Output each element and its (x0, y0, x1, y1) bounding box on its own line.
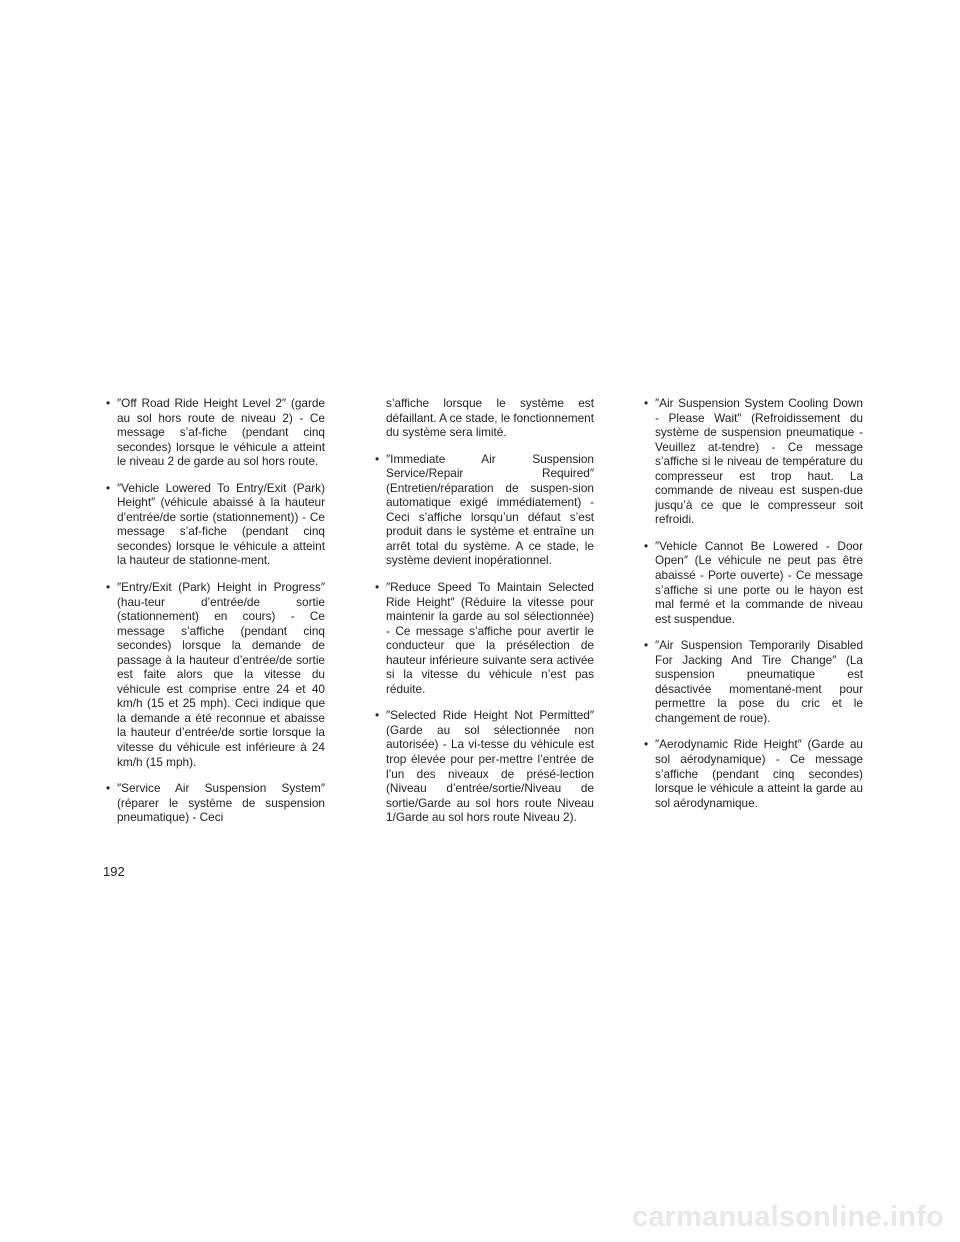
bullet-mark: • (375, 580, 380, 595)
list-item-text: ″Vehicle Lowered To Entry/Exit (Park) Height″ (véhicule abaissé à la hauteur d’entrée/de sortie (stationnement)) - Ce message s’af-fiche (pendant cinq secondes) lorsque le véhicule a atteint la hauteur de stationne-ment. (117, 480, 325, 568)
list-item-text: ″Air Suspension System Cooling Down - Please Wait″ (Refroidissement du système de suspension pneumatique - Veuillez at-tendre) - Ce message s’affiche si le niveau de température du compresseur est trop haut. La commande de niveau est suspen-due jusqu’à ce que le compresseur soit refroidi. (655, 396, 863, 527)
bullet-mark: • (375, 708, 380, 723)
list-item-text: ″Vehicle Cannot Be Lowered - Door Open″ (Le véhicule ne peut pas être abaissé - Porte ouverte) - Ce message s’affiche si une porte ou le hayon est mal fermé et la commande de niveau est suspendue. (655, 538, 863, 626)
list-item (641, 539, 863, 626)
watermark: carmanualsonline.info (632, 1201, 944, 1233)
list-item (641, 638, 863, 725)
list-item (641, 396, 863, 527)
bullet-mark: • (106, 781, 111, 796)
bullet-mark: • (644, 396, 649, 410)
bullet-mark: • (375, 451, 380, 466)
list-item-text: ″Service Air Suspension System″ (réparer le système de suspension pneumatique) - Ceci (117, 781, 325, 825)
list-item (103, 781, 325, 825)
list-item (103, 481, 325, 568)
bullet-mark: • (106, 480, 111, 495)
list-item-text: ″Selected Ride Height Not Permitted″ (Garde au sol sélectionnée non autorisée) - La vi-tesse du véhicule est trop élevée pour per-mettre l’entrée de l’un des niveaux de présé-lection (Niveau d’entrée/sortie/Niveau de sortie/Garde au sol hors route Niveau 1/Garde au sol hors route Niveau 2). (386, 708, 594, 825)
list-item (372, 452, 594, 568)
list-item (372, 708, 594, 824)
list-item-text: ″Entry/Exit (Park) Height in Progress″ (hau-teur d’entrée/de sortie (stationnement) en cours) - Ce message s’affiche (pendant cinq secondes) lorsque la demande de passage à la hauteur d’entrée/de sortie est faite alors que la vitesse du véhicule est comprise entre 24 et 40 km/h (15 et 25 mph). Ceci indique que la demande a été reconnue et abaisse la hauteur d’entrée/de sortie lorsque la vitesse du véhicule est inférieure à 24 km/h (15 mph). (117, 580, 325, 769)
text-column-left (103, 396, 325, 837)
list-item-text: ″Reduce Speed To Maintain Selected Ride Height″ (Réduire la vitesse pour maintenir la garde au sol sélectionnée) - Ce message s’affiche pour avertir le conducteur que la présélection de hauteur inférieure suivante sera activée si la vitesse du véhicule n’est pas réduite. (386, 580, 594, 696)
bullet-mark: • (106, 580, 111, 595)
text-column-middle (372, 396, 594, 837)
list-item-text: ″Off Road Ride Height Level 2″ (garde au sol hors route de niveau 2) - Ce message s’af-fiche (pendant cinq secondes) lorsque le véhicule a atteint le niveau 2 de garde au sol hors route. (117, 396, 325, 469)
list-item (103, 396, 325, 469)
text-column-right (641, 396, 863, 822)
list-item-text: ″Aerodynamic Ride Height″ (Garde au sol aérodynamique) - Ce message s’affiche (pendant cinq secondes) lorsque le véhicule a atteint la garde au sol aérodynamique. (655, 737, 863, 810)
bullet-mark: • (644, 638, 649, 653)
list-item (372, 580, 594, 696)
list-item (103, 580, 325, 769)
bullet-mark: • (106, 396, 111, 410)
list-item (641, 737, 863, 810)
page-number: 192 (103, 864, 125, 879)
bullet-mark: • (644, 538, 649, 553)
bullet-mark: • (644, 737, 649, 752)
list-item-text: ″Air Suspension Temporarily Disabled For Jacking And Tire Change″ (La suspension pneumatique est désactivée momentané-ment pour permettre la pose du cric et le changement de roue). (655, 638, 863, 725)
continued-paragraph: s’affiche lorsque le système est défaillant. A ce stade, le fonctionnement du système sera limité. (386, 396, 594, 440)
list-item-text: ″Immediate Air Suspension Service/Repair Required″ (Entretien/réparation de suspen-sion automatique exigé immédiatement) - Ceci s’affiche lorsqu’un défaut s’est produit dans le système et entraîne un arrêt total du système. A ce stade, le système devient inopérationnel. (386, 451, 594, 568)
